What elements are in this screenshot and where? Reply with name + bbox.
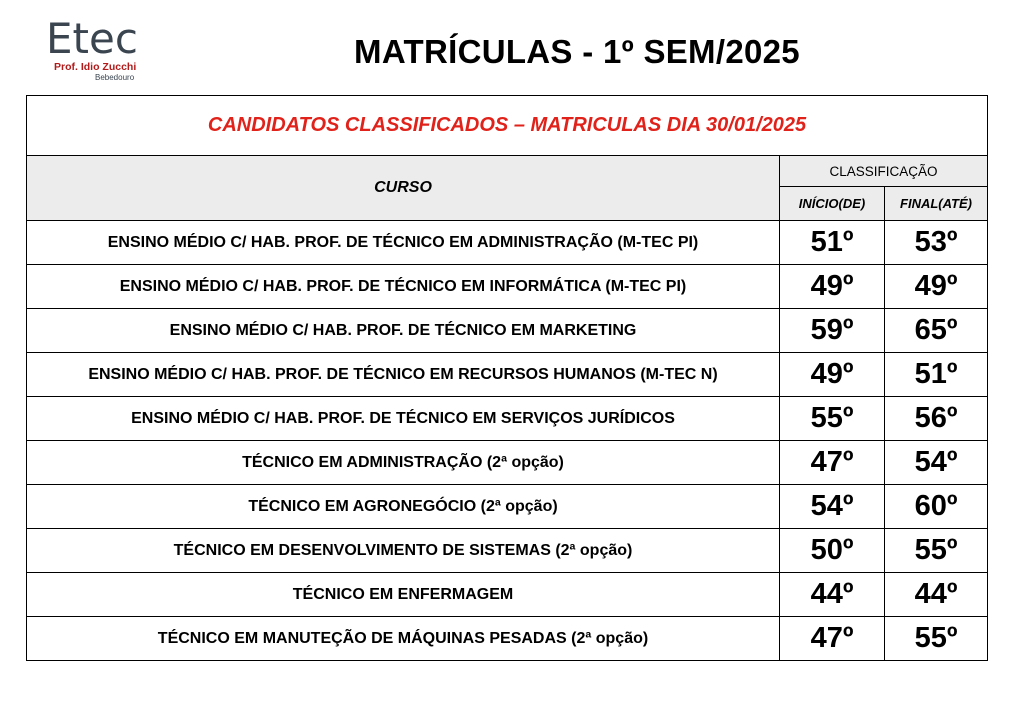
final-cell: 49º [885,265,988,309]
inicio-cell: 49º [780,353,885,397]
inicio-cell: 47º [780,617,885,661]
table-row [27,441,988,485]
table-banner: CANDIDATOS CLASSIFICADOS – MATRICULAS DIA 30/01/2025 [27,96,988,156]
curso-cell: ENSINO MÉDIO C/ HAB. PROF. DE TÉCNICO EM MARKETING [27,309,780,353]
final-cell: 56º [885,397,988,441]
logo-city: Bebedouro [95,73,135,82]
table-row [27,397,988,441]
inicio-cell: 47º [780,441,885,485]
curso-cell: TÉCNICO EM DESENVOLVIMENTO DE SISTEMAS (2ª opção) [27,529,780,573]
curso-cell: TÉCNICO EM ADMINISTRAÇÃO (2ª opção) [27,441,780,485]
inicio-cell: 54º [780,485,885,529]
final-cell: 44º [885,573,988,617]
page-title: MATRÍCULAS - 1º SEM/2025 [354,33,800,70]
final-cell: 51º [885,353,988,397]
final-cell: 54º [885,441,988,485]
final-cell: 55º [885,529,988,573]
inicio-cell: 59º [780,309,885,353]
final-cell: 60º [885,485,988,529]
table-row [27,573,988,617]
table-row [27,617,988,661]
curso-cell: ENSINO MÉDIO C/ HAB. PROF. DE TÉCNICO EM ADMINISTRAÇÃO (M-TEC PI) [27,221,780,265]
inicio-cell: 51º [780,221,885,265]
table-row [27,353,988,397]
table-row [27,529,988,573]
header-final: FINAL(ATÉ) [885,187,988,221]
curso-cell: TÉCNICO EM ENFERMAGEM [27,573,780,617]
inicio-cell: 49º [780,265,885,309]
curso-cell: TÉCNICO EM MANUTEÇÃO DE MÁQUINAS PESADAS (2ª opção) [27,617,780,661]
table-row [27,309,988,353]
header-inicio: INÍCIO(DE) [780,187,885,221]
classification-table [26,95,988,661]
header-classificacao: CLASSIFICAÇÃO [780,156,988,187]
curso-cell: ENSINO MÉDIO C/ HAB. PROF. DE TÉCNICO EM RECURSOS HUMANOS (M-TEC N) [27,353,780,397]
inicio-cell: 44º [780,573,885,617]
curso-cell: ENSINO MÉDIO C/ HAB. PROF. DE TÉCNICO EM SERVIÇOS JURÍDICOS [27,397,780,441]
table-row [27,221,988,265]
final-cell: 53º [885,221,988,265]
inicio-cell: 55º [780,397,885,441]
final-cell: 55º [885,617,988,661]
curso-cell: TÉCNICO EM AGRONEGÓCIO (2ª opção) [27,485,780,529]
table-row [27,265,988,309]
logo-wordmark: Etec [46,14,138,63]
logo-school-name: Prof. Idio Zucchi [54,61,137,73]
table-row [27,485,988,529]
header-curso: CURSO [27,156,780,221]
inicio-cell: 50º [780,529,885,573]
curso-cell: ENSINO MÉDIO C/ HAB. PROF. DE TÉCNICO EM INFORMÁTICA (M-TEC PI) [27,265,780,309]
final-cell: 65º [885,309,988,353]
